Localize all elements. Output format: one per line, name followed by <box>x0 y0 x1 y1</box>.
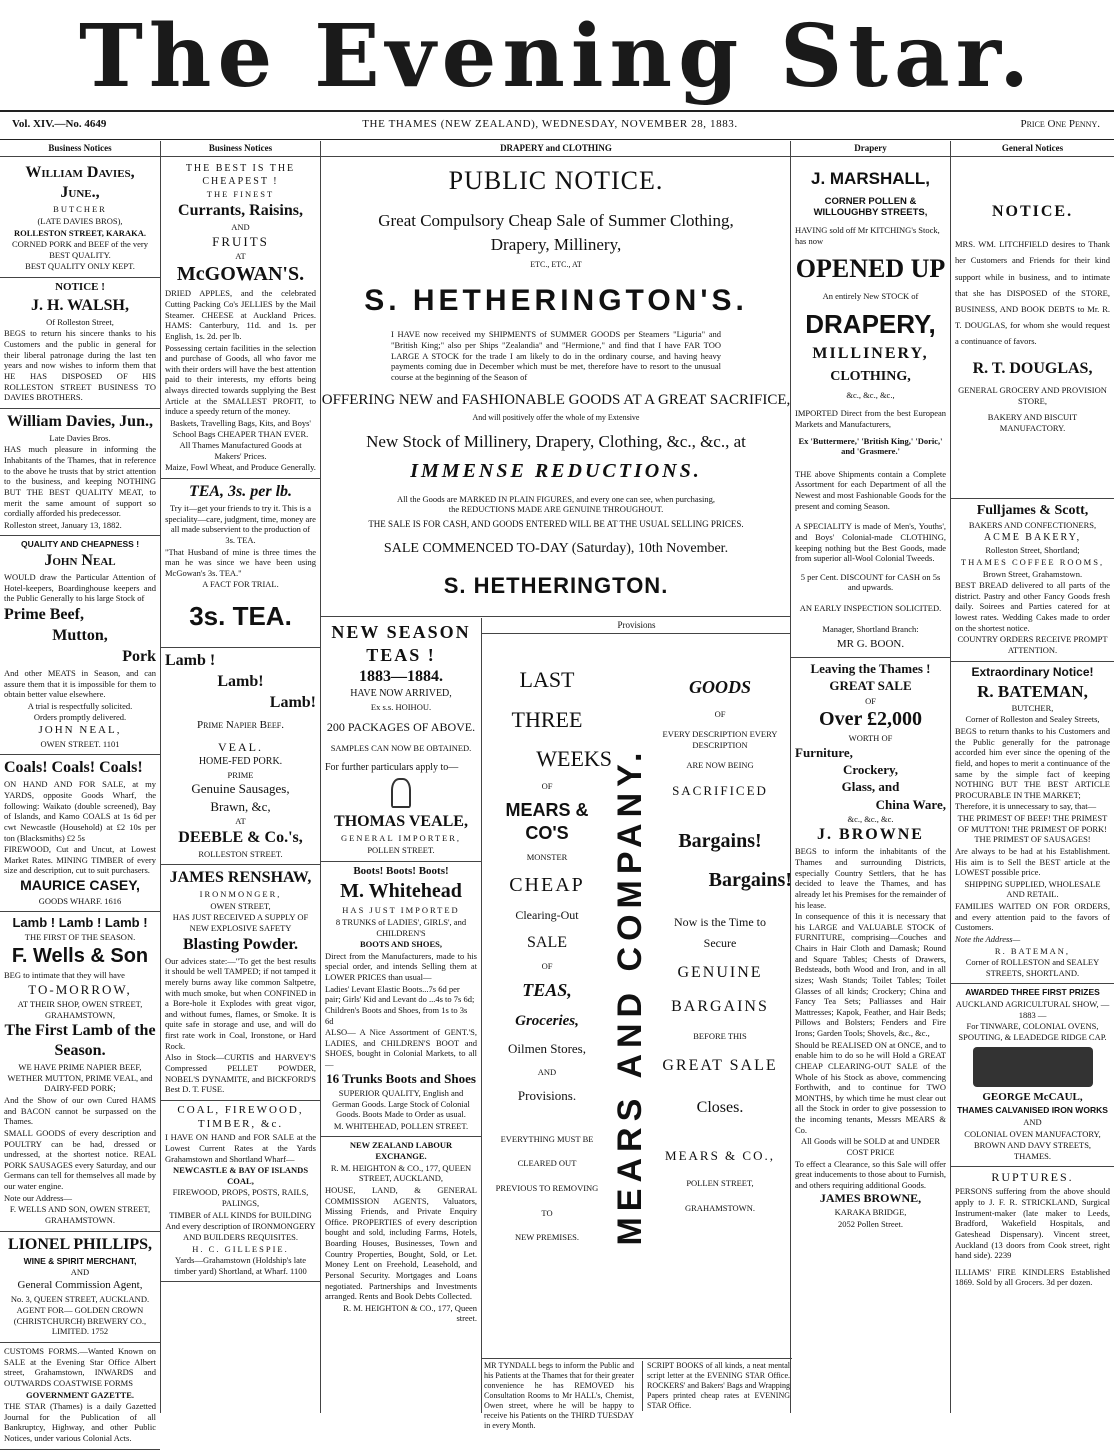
ad-title: MEARS & CO., <box>665 1147 775 1163</box>
ad-text: Rolleston Street, Shortland; <box>985 545 1080 556</box>
ad-title: S. HETHERINGTON'S. <box>364 283 748 317</box>
ad-text: Brown Street, Grahamstown. <box>982 568 1083 579</box>
ad-hetherington <box>321 141 791 617</box>
ad-text: GRAHAMSTOWN. <box>685 1202 755 1213</box>
ad-text: AND <box>231 221 250 232</box>
ad-text: And will positively offer the whole of my Extensive <box>472 413 640 423</box>
ad-title: THOMAS VEALE, <box>334 813 468 831</box>
ad-text: WE HAVE PRIME NAPIER BEEF, WETHER MUTTON, PRIME VEAL, and DAIRY-FED PORK; <box>7 1062 153 1094</box>
ad-text: PERSONS suffering from the above should apply to J. F. R. STRICKLAND, Surgical Instrument-maker (late maker to Leeds, Bradford, Wakefield Hospitals, and Gateshead Dispensary). Vincent street, Auckland (13 doors from Cook street, right hand side). 2239 <box>955 1186 1110 1261</box>
ad-text: F. WELLS AND SON, OWEN STREET, GRAHAMSTOWN. <box>9 1204 151 1225</box>
ad-mccaul <box>951 984 1114 1167</box>
ad-text: CORNED PORK and BEEF of the very BEST QUALITY. <box>12 239 148 260</box>
ad-text: Direct from the Manufacturers, made to his special order, and intends Selling them at LOWER PRICES than usual— <box>325 950 477 982</box>
ad-text: A SPECIALITY is made of Men's, Youths', and Boys' Colonial-made CLOTHING, keeping nothing but the Best Goods, made from superior all-Wool Colonial Tweeds. <box>795 521 946 564</box>
ad-text: EVERYTHING MUST BE <box>500 1133 594 1144</box>
ad-text: Drapery, Millinery, <box>490 234 622 254</box>
ad-text: OF <box>714 708 726 719</box>
ad-title: Lamb ! Lamb ! Lamb ! <box>12 915 148 931</box>
ad-text: GREAT SALE <box>829 678 912 694</box>
ad-text: Oilmen Stores, <box>508 1040 586 1056</box>
ad-labour-exchange <box>321 1137 481 1329</box>
ad-text: PREVIOUS TO REMOVING <box>495 1183 599 1193</box>
ad-text: 5 per Cent. DISCOUNT for CASH on 5s and upwards. <box>800 571 941 593</box>
column-header: General Notices <box>951 141 1114 157</box>
ad-text: HAVING sold off Mr KITCHING's Stock, has now <box>795 225 940 246</box>
ad-text: Brawn, &c, <box>210 798 271 814</box>
ad-text: Groceries, <box>515 1012 579 1029</box>
ad-gillespie <box>161 1101 320 1283</box>
ad-title: McGOWAN'S. <box>176 263 305 286</box>
ad-text: Furniture, <box>795 744 853 760</box>
column-header: Drapery <box>791 141 950 157</box>
ad-text: Now is the Time to <box>673 915 766 930</box>
ad-text: BEST QUALITY ONLY KEPT. <box>25 261 135 272</box>
ad-text: FAMILIES WAITED ON FOR ORDERS, and every attention paid to the favors of Customers. <box>955 901 1110 933</box>
ad-text: BAKERY AND BISCUIT MANUFACTORY. <box>987 412 1078 434</box>
ad-text: To effect a Clearance, so this Sale will offer great inducements to those about to Furnish, and others requiring additional Goods. <box>795 1158 946 1190</box>
ad-bateman <box>951 662 1114 985</box>
ad-text: DRIED APPLES, and the celebrated Cutting Packing Co's JELLIES by the Mail Steamer. CHEESE at Auckland Prices. HAMS: Canterbury, 11d. and 1s. per English, 1s. 2d. per lb. <box>165 288 316 341</box>
ad-ruptures <box>951 1167 1114 1293</box>
ad-text: Baskets, Travelling Bags, Kits, and Boys' School Bags CHEAPER THAN EVER. <box>170 417 311 439</box>
ad-davies-jun <box>0 409 160 537</box>
ad-title: GOVERNMENT GAZETTE. <box>25 1389 134 1400</box>
column-header: DRAPERY and CLOTHING <box>321 141 791 157</box>
ad-text: 1883—1884. <box>359 668 443 685</box>
ad-text: Our advices state:—"To get the best results it should be well TAMPED; if not tamped it merely burns away like common Saltpetre, with much smoke, but when CONFINED in a Bore-hole it Explodes with great vigor, and without fumes, flames, or Smoke. It is quite safe in storage and use, and will do first rate work in Coal, Ironstone, or Hard Rock. <box>165 955 316 1051</box>
ad-text: ACME BAKERY, <box>983 531 1082 543</box>
ad-text: R. M. HEIGHTON & CO., 177, QUEEN STREET, AUCKLAND, <box>330 1162 472 1184</box>
ad-text: Genuine Sausages, <box>191 781 290 797</box>
ad-mcgowan <box>161 160 320 479</box>
ad-text: TEAS, <box>522 980 572 1001</box>
column-business-notices-2 <box>160 141 320 1413</box>
ad-veale <box>321 618 481 862</box>
ad-text: POLLEN STREET. <box>367 844 435 855</box>
ad-text: AT <box>235 250 246 261</box>
ad-title: JAMES BROWNE, <box>819 1191 922 1206</box>
ad-mears-right <box>648 636 792 1356</box>
ad-title: NOTICE ! <box>55 281 105 293</box>
ad-text: The First Lamb of the Season. <box>4 1022 156 1060</box>
ad-marshall <box>791 160 950 658</box>
ad-text: OF <box>541 960 553 971</box>
ad-text: BAKERS AND CONFECTIONERS, <box>968 520 1097 531</box>
ad-text: An entirely New STOCK of <box>822 291 919 301</box>
ad-text: And other MEATS in Season, and can assure them that it is impossible for them to obtain better value elsewhere. <box>4 667 156 700</box>
ad-text: BEGS to return thanks to his Customers and the Public generally for the patronage accorded him ever since the opening of the field, and hopes to merit a continuance of the same by the simple fact of keeping NOTHING BUT THE BEST ARTICLE PROCURABLE IN THE MARKET; <box>955 726 1110 800</box>
ad-text: M. WHITEHEAD, POLLEN STREET. <box>333 1120 469 1131</box>
ad-title: Lamb! <box>269 693 316 711</box>
ad-text: GENUINE <box>677 964 763 982</box>
ad-text: FIREWOOD, Cut and Uncut, at Lowest Market Rates. MINING TIMBER of every size and description, cut to suit purchasers. <box>4 844 156 876</box>
ad-text: 2052 Pollen Street. <box>838 1219 903 1229</box>
ad-text: AT <box>235 815 246 826</box>
ad-title: OPENED UP <box>795 253 946 283</box>
ad-title: R. T. DOUGLAS, <box>972 360 1093 378</box>
ad-text: CUSTOMS FORMS.—Wanted Known on SALE at the Evening Star Office Albert street, Grahamstown, INWARDS and OUTWARDS COASTWISE FORMS <box>4 1346 156 1388</box>
ad-text: MONSTER <box>526 852 568 863</box>
ad-title: MAURICE CASEY, <box>20 877 140 893</box>
ad-text: WEEKS <box>536 746 612 771</box>
ad-text: POLLEN STREET, <box>686 1178 754 1189</box>
ad-browne <box>791 658 950 1235</box>
ad-litchfield <box>951 160 1114 498</box>
ad-davies-junior <box>0 160 160 278</box>
ad-john-neal <box>0 536 160 755</box>
ad-text: CLOTHING, <box>830 369 911 385</box>
ad-text: AT THEIR SHOP, OWEN STREET, GRAHAMSTOWN, <box>17 998 143 1020</box>
ad-text: MILLINERY, <box>812 345 929 363</box>
ad-title: DEEBLE & Co.'s, <box>178 828 303 846</box>
ad-text: In consequence of this it is necessary that his LARGE and VALUABLE STOCK of FURNITURE, comprising—Couches and Chairs in Hair Cloth and Damask; Round and Square Tables; Chests of Drawers, Bedsteads, both Wood and Iron, and in all sizes; Wash Stands; Toilet Tables; Toilet Glasses of all kinds; Crockery; China and Fancy Tea Sets; Palliasses and Hair Mattresses; Kapok, Feather, and Hair Beds; Pillows and Bolsters; Fenders and Fire Irons; Garden Tools; Shovels, &c., &c., <box>795 911 946 1038</box>
ad-title: William Davies, Jun., <box>7 412 153 430</box>
ad-title: Leaving the Thames ! <box>810 661 931 676</box>
ad-text: Should be REALISED ON at ONCE, and to enable him to do so he will Hold a GREAT CHEAP CLEARING-OUT SALE of the Whole of his Stock as above, commencing Forthwith, and to continue for TWO MONTHS, by which time he must clear out all the Stock in order to give possession to the incoming tenants, Messrs MEARS & Co. <box>795 1039 946 1135</box>
column-business-notices-1 <box>0 141 160 1443</box>
ad-text: BEST BREAD delivered to all parts of the district. Pastry and other Fancy Goods fresh daily. Soirees and Parties catered for at lowest rates. Wedding Cakes made to order on the shortest notice. <box>955 580 1110 633</box>
ad-text: AND <box>70 1267 90 1278</box>
ad-text: Mutton, <box>52 626 108 644</box>
ad-title: QUALITY AND CHEAPNESS ! <box>20 539 140 550</box>
ad-text: FIREWOOD, PROPS, POSTS, RAILS, PALINGS, <box>172 1187 309 1208</box>
ad-text: WORTH OF <box>848 733 893 744</box>
ad-text: GENERAL IMPORTER, <box>340 833 462 844</box>
ad-text: MRS. WM. LITCHFIELD desires to Thank her Customers and Friends for their kind support while in business, and to intimate that she has DISPOSED of the STORE, BUSINESS, AND BOOK DEBTS to Mr. R. T. DOUGLAS, for whom she would request a continuance of favors. <box>955 239 1110 347</box>
public-notice-title: PUBLIC NOTICE. <box>448 166 664 196</box>
ad-text: ALSO— A Nice Assortment of GENT.'S, LADIES, and CHILDREN'S BOOT and SHOES, bought in Colonial Markets, to all— <box>325 1027 477 1069</box>
ad-text: "That Husband of mine is three times the man he was since we have been using McGowan's 3s. TEA." <box>165 546 316 578</box>
ad-text: ROLLESTON STREET, KARAKA. <box>14 227 146 238</box>
ad-customs <box>0 1343 160 1450</box>
ad-text: THE FIRST OF THE SEASON. <box>24 932 136 943</box>
place-date: THE THAMES (NEW ZEALAND), WEDNESDAY, NOVEMBER 28, 1883. <box>362 118 738 130</box>
ad-text: I HAVE now received my SHIPMENTS of SUMMER GOODS per Steamers "Liguria" and "British King;" also per Ships "Zealandia" and "Hermione," and find that I have FAR TOO LARGE A STOCK for the trade I am likely to do in the ordinary course, and having heavy payments coming due in December which must be met, therefore have to resort to the unusual course at the beginning of the Season of <box>391 329 721 382</box>
ad-mears-vertical <box>612 636 648 1356</box>
ad-title: M. Whitehead <box>340 880 462 903</box>
ad-text: HAVE NOW ARRIVED, <box>350 688 452 699</box>
ad-text: Prime Napier Beef. <box>197 718 284 731</box>
volume-number: Vol. XIV.—No. 4649 <box>12 118 107 130</box>
ad-title: Lamb ! <box>165 651 216 669</box>
ad-text: KARAKA BRIDGE, <box>834 1207 907 1218</box>
ad-text: MR G. BOON. <box>836 638 905 651</box>
ad-text: Also in Stock—CURTIS and HARVEY'S Compressed PELLET POWDER, NOBEL'S DYNAMITE, and BICKFORD'S Best D. T. FUSE. <box>165 1052 316 1095</box>
ad-title: Extraordinary Notice! <box>971 664 1094 679</box>
ad-text: ILLIAMS' FIRE KINDLERS Established 1869. Sold by all Grocers. 3d per dozen. <box>955 1266 1110 1288</box>
ad-text: ON HAND AND FOR SALE, at my YARDS, opposite Goods Wharf, the following: Waikato (double screened), Bay of Islands, and Kamo COALS at 1s 6d per cwt Newcastle (Household) at £2 10s per ton (Blacksmiths) £2 5s <box>4 779 156 843</box>
ad-text: ETC., ETC., AT <box>530 259 582 269</box>
ad-text: And every description of IRONMONGERY AND BUILDERS REQUISITES. <box>165 1221 316 1242</box>
ad-text: FRUITS <box>212 233 269 249</box>
ad-text: SALE <box>527 933 567 951</box>
ad-walsh <box>0 278 160 409</box>
ad-text: Rolleston street, January 13, 1882. <box>4 519 122 530</box>
ad-title: NEW SEASON TEAS ! <box>331 622 471 665</box>
ad-whitehead <box>321 862 481 1138</box>
ad-wells <box>0 912 160 1231</box>
ad-text: And the Show of our own Cured HAMS and BACON cannot be surpassed on the Thames. <box>4 1095 156 1127</box>
ad-text: Manager, Shortland Branch: <box>822 623 919 634</box>
oven-illustration-icon <box>973 1047 1093 1087</box>
ad-text: EVERY DESCRIPTION EVERY DESCRIPTION <box>662 729 778 750</box>
ad-text: No. 3, QUEEN STREET, AUCKLAND. <box>10 1293 150 1304</box>
ad-text: All Goods will be SOLD at and UNDER COST PRICE <box>800 1136 941 1157</box>
ad-text: NEWCASTLE & BAY OF ISLANDS COAL, <box>172 1165 309 1186</box>
ad-title: S. HETHERINGTON. <box>443 572 669 598</box>
ad-text: Possessing certain facilities in the selection and purchase of Goods, all who favor me with their orders will have the best attention paid to their interests, my efforts being always directed towards supplying the Best Article at the SMALLEST PROFIT, to induce a speedy return of the money. <box>165 342 316 417</box>
column-header: Provisions <box>482 618 791 634</box>
ad-title: IMMENSE REDUCTIONS. <box>410 459 702 482</box>
ad-text: HAS much pleasure in informing the Inhabitants of the Thames, that in reference to the above he trusts that by strict attention to the business, and keeping NOTHING BUT THE BEST QUALITY MEAT, to merit the same amount of support so cordially afforded his predecessor. <box>4 444 156 519</box>
ad-text: &c., &c., &c., <box>846 389 895 400</box>
ad-text: 16 Trunks Boots and Shoes <box>326 1070 476 1086</box>
ad-text: IRONMONGER, <box>199 889 282 900</box>
ad-text: THAMES COFFEE ROOMS, <box>960 556 1105 567</box>
ad-renshaw <box>161 865 320 1101</box>
ad-text: AND <box>1023 1116 1042 1127</box>
ad-text: COUNTRY ORDERS RECEIVE PROMPT ATTENTION. <box>957 634 1108 655</box>
ad-text: SACRIFICED <box>672 783 768 798</box>
masthead <box>0 0 1114 112</box>
ad-text: 200 PACKAGES OF ABOVE. <box>326 720 476 735</box>
ad-text: IMPORTED Direct from the best European Markets and Manufacturers, <box>795 408 946 429</box>
ad-text: LAST <box>519 667 575 692</box>
ad-title: NOTICE. <box>991 203 1074 221</box>
ad-text: NEW PREMISES. <box>514 1232 580 1243</box>
ad-text: A trial is respectfully solicited. <box>27 700 133 711</box>
ad-title: Fulljames & Scott, <box>976 502 1089 518</box>
ad-text: OWEN STREET. 1101 <box>40 738 120 749</box>
ad-text: SALE COMMENCED TO-DAY (Saturday), 10th November. <box>383 541 729 557</box>
ad-text: OFFERING NEW and FASHIONABLE GOODS AT A GREAT SACRIFICE, <box>321 391 791 408</box>
ad-text: BEFORE THIS <box>693 1031 747 1042</box>
ad-text: Yards—Grahamstown (Holdship's late timber yard) Shortland, at Wharf. 1100 <box>174 1255 307 1276</box>
ad-text: JOHN NEAL, <box>38 724 122 736</box>
ad-title: DRAPERY, <box>805 308 936 339</box>
ad-title: COAL, FIREWOOD, TIMBER, &c. <box>177 1103 304 1130</box>
ad-text: Secure <box>703 936 737 951</box>
vertical-banner: MEARS AND COMPANY. <box>610 746 649 1246</box>
ad-text: WOULD draw the Particular Attention of Hotel-keepers, Boardinghouse keepers and the Public Generally to his large Stock of <box>4 572 156 604</box>
ad-text: Are always to be had at his Establishment. His aim is to Sell the BEST article at the LOWEST possible price. <box>955 845 1110 878</box>
ad-text: WINE & SPIRIT MERCHANT, <box>23 1255 137 1266</box>
ad-text: Pork <box>122 647 156 665</box>
ad-text: BROWN AND DAVY STREETS, THAMES. <box>973 1140 1092 1161</box>
ad-text: GOODS WHARF. 1616 <box>38 895 122 906</box>
ad-text: Provisions. <box>517 1087 577 1103</box>
issue-bar <box>0 112 1114 140</box>
ad-text: Orders promptly delivered. <box>33 712 127 723</box>
ad-text: HAS JUST IMPORTED <box>342 905 460 916</box>
column-header: Business Notices <box>0 141 160 157</box>
column-header: Business Notices <box>161 141 320 157</box>
ad-text: For further particulars apply to— <box>325 761 459 773</box>
small-notices <box>482 1358 792 1430</box>
ad-text: 8 TRUNKS of LADIES', GIRLS', and CHILDREN'S <box>335 916 467 938</box>
ad-text: BUTCHER, <box>1011 702 1054 713</box>
ad-text: For TINWARE, COLONIAL OVENS, SPOUTING, & LEADEDGE RIDGE CAP. <box>958 1021 1107 1042</box>
ad-text: Great Compulsory Cheap Sale of Summer Clothing, <box>378 210 734 230</box>
ad-text: HOME-FED PORK. <box>198 756 283 768</box>
ad-text: BUTCHER <box>53 204 107 215</box>
ad-title: NEW ZEALAND LABOUR EXCHANGE. <box>349 1140 453 1161</box>
ad-text: R. M. HEIGHTON & CO., 177, Queen street. <box>343 1302 477 1324</box>
ad-deeble <box>161 648 320 866</box>
ad-text: PRIME <box>227 769 254 780</box>
ad-text: Bargains! <box>678 830 762 853</box>
ad-text: Clearing-Out <box>515 907 579 922</box>
ad-title: 3s. TEA. <box>189 601 292 631</box>
ad-text: Ladies' Levant Elastic Boots...7s 6d per pair; Girls' Kid and Levant do ...4s to 7s 6d; Children's Boots and Shoes, from 1s to 3s 6d <box>325 983 475 1026</box>
ad-text: THAMES CALVANISED IRON WORKS <box>957 1105 1108 1116</box>
ad-title: THE BEST IS THE CHEAPEST ! <box>185 163 296 187</box>
ad-text: CHEAP <box>509 873 585 896</box>
ad-text: GENERAL GROCERY AND PROVISION STORE, <box>958 385 1107 406</box>
column-general-notices <box>950 141 1114 1413</box>
newspaper-title: The Evening Star. <box>78 6 1036 107</box>
ad-text: Late Davies Bros. <box>49 432 111 443</box>
ad-title: Lamb! <box>217 672 264 690</box>
ad-text: New Stock of Millinery, Drapery, Clothing, &c., &c., at <box>366 432 746 452</box>
ad-text: A FACT FOR TRIAL. <box>202 579 279 590</box>
ad-text: SUPERIOR QUALITY, English and German Goods. Large Stock of Colonial Goods. Boots Made to Order as usual. <box>332 1087 470 1120</box>
column-drapery <box>790 141 950 1413</box>
ad-text: General Commission Agent, <box>17 1278 143 1291</box>
ad-phillips <box>0 1232 160 1344</box>
ad-title: LIONEL PHILLIPS, <box>7 1235 153 1253</box>
ad-text: ARE NOW BEING <box>686 760 754 771</box>
ad-text: Maize, Fowl Wheat, and Produce Generally. <box>165 462 316 473</box>
ad-title: William Davies, June., <box>25 164 135 202</box>
ad-text: TO-MORROW, <box>28 981 132 997</box>
ad-text: Glass, and <box>841 779 900 795</box>
ad-text: SHIPPING SUPPLIED, WHOLESALE AND RETAIL. <box>964 878 1101 900</box>
ad-text: ROLLESTON STREET. <box>198 848 283 859</box>
ad-text: CORNER POLLEN & WILLOUGHBY STREETS, <box>813 195 928 219</box>
ad-text: Corner of ROLLESTON and SEALEY STREETS, SHORTLAND. <box>965 957 1100 978</box>
ad-text: OWEN STREET, <box>210 900 271 911</box>
ad-text: HAS JUST RECEIVED A SUPPLY OF NEW EXPLOSIVE SAFETY <box>172 912 309 933</box>
ad-text: TIMBER of ALL KINDS for BUILDING <box>169 1209 312 1220</box>
ad-text: GREAT SALE <box>662 1056 778 1074</box>
ad-title: J. H. WALSH, <box>31 296 129 314</box>
ad-text: BARGAINS <box>671 998 769 1016</box>
ad-coals <box>0 755 160 912</box>
pointing-hand-icon <box>391 778 411 808</box>
ad-text: Note our Address— <box>4 1192 72 1203</box>
ad-text: All the Goods are MARKED IN PLAIN FIGURES, and every one can see, when purchasing, the REDUCTIONS MADE ARE GENUINE THROUGHOUT. <box>397 493 715 515</box>
ad-text: (LATE DAVIES BROS), <box>37 215 123 226</box>
ad-text: THE PRIMEST OF BEEF! THE PRIMEST OF MUTTON! THE PRIMEST OF PORK! THE PRIMEST OF SAUSAGES! <box>957 813 1108 845</box>
ad-title: Boots! Boots! Boots! <box>353 864 449 877</box>
ad-text: MR TYNDALL begs to inform the Public and his Patients at the Thames that for their greater convenience he has REMOVED his Consultation Rooms to Mr HALL's, Chemist, Owen street, where he will be happy to receive his Patients on the THIRD TUESDAY in every Month. <box>484 1361 634 1430</box>
ad-text: SAMPLES CAN NOW BE OBTAINED. <box>330 743 472 754</box>
ad-text: Corner of Rolleston and Sealey Streets, <box>965 714 1100 725</box>
ad-text: THREE <box>511 706 583 732</box>
ad-text: COLONIAL OVEN MANUFACTORY, <box>964 1128 1101 1139</box>
ad-text: HOUSE, LAND, & GENERAL COMMISSION AGENTS, Valuators, Missing Friends, and Private Enquiry Office. PROPERTIES of every description bought and sold, including Farms, Hotels, Boarding Houses, Businesses, Town and Country Properties, Bought, Sold, or Let. Money Lent on Freehold, Leasehold, and Personal Security. Mortgages and Loans negotiated. Partnerships and Investments arranged. Rents and Book Debts Collected. <box>325 1184 477 1302</box>
ad-tea <box>161 479 320 648</box>
subcolumn-provisions <box>481 618 792 1430</box>
ad-title: TEA, 3s. per lb. <box>188 483 293 500</box>
ad-text: Try it—get your friends to try it. This is a speciality—care, judgment, time, money are all made subservient to the production of 3s. TEA. <box>165 503 316 545</box>
ad-title: GEORGE McCAUL, <box>982 1090 1083 1103</box>
ad-text: THE STAR (Thames) is a daily Gazetted Journal for the Publication of all Bankruptcy, Highway, and other Public Notices, under various Colonial Acts. <box>4 1401 156 1443</box>
ad-text: AN EARLY INSPECTION SOLICITED. <box>799 603 942 613</box>
ad-title: Blasting Powder. <box>183 935 298 953</box>
ad-text: THE SALE IS FOR CASH, AND GOODS ENTERED WILL BE AT THE USUAL SELLING PRICES. <box>368 518 744 529</box>
ad-title: John Neal <box>44 552 116 569</box>
ad-text: I HAVE ON HAND and FOR SALE at the Lowest Current Rates at the Yards Grahamstown and Shortland Wharf— <box>165 1132 316 1164</box>
ad-text: Crockery, <box>843 762 898 777</box>
ad-text: BEGS to inform the inhabitants of the Thames and surrounding Districts, especially Country Settlers, that he has decided to leave the Thames, and has already let his Premises for the remainder of his lease. <box>795 846 946 910</box>
ad-text: All Thames Manufactured Goods at Makers' Prices. <box>179 440 302 461</box>
ad-title: Coals! Coals! Coals! <box>4 759 143 777</box>
ad-title: RUPTURES. <box>991 1170 1074 1185</box>
ad-title: J. MARSHALL, <box>811 169 930 189</box>
ad-text: Note the Address— <box>955 933 1021 944</box>
ad-text: Of Rolleston Street, <box>46 316 114 327</box>
ad-title: JAMES RENSHAW, <box>169 869 312 887</box>
ad-title: J. BROWNE <box>817 826 924 844</box>
ad-text: &c., &c., &c. <box>847 813 894 824</box>
ad-mears-left <box>482 636 612 1356</box>
subcolumn-left <box>321 618 481 1413</box>
column-drapery-clothing <box>320 141 792 1430</box>
ad-text: OF <box>865 695 876 706</box>
ad-text: VEAL. <box>218 740 263 755</box>
ad-text: Prime Beef, <box>4 605 84 623</box>
ad-title: MEARS & CO'S <box>505 800 589 843</box>
ad-text: BEGS to return his sincere thanks to his Customers and the public in general for their liberal patronage during the last ten years and now wishes to inform them that HE HAS DISPOSED OF HIS ROLLESTON STREET BUSINESS TO DAVIES BROTHERS. <box>4 328 156 403</box>
ad-text: Ex 'Buttermere,' 'British King,' 'Doric,' and 'Grasmere.' <box>798 435 943 457</box>
ad-text: SMALL GOODS of every description and POULTRY can be had, dressed or undressed, at the shortest notice. REAL PORK SAUSAGES every Saturday, and our Germans can tell for themselves all made by our water engine. <box>4 1127 156 1191</box>
ad-text: TO <box>541 1207 553 1218</box>
ad-text: Therefore, it is unnecessary to say, that— <box>955 801 1097 812</box>
ad-text: R. BATEMAN, <box>994 945 1071 956</box>
ad-text: AND <box>537 1066 557 1077</box>
ad-text: BEG to intimate that they will have <box>4 970 125 980</box>
ad-text: THE above Shipments contain a Complete Assortment for each Department of all the Newest and most Fashionable Goods for the present and coming Season. <box>795 468 946 511</box>
ad-title: GOODS <box>688 677 751 697</box>
ad-text: Bargains! <box>708 869 792 892</box>
ad-text: BOOTS AND SHOES, <box>360 939 442 950</box>
ad-text: Ex s.s. HOIHOU. <box>370 701 432 712</box>
ad-text: CLEARED OUT <box>517 1158 577 1169</box>
ad-fulljames <box>951 499 1114 662</box>
ad-text: SCRIPT BOOKS of all kinds, a neat mental script letter at the EVENING STAR Office. ROCKERS' and Bakers' Bags and Wrapping Papers printed cheap rates at EVENING STAR Office. <box>642 1361 790 1411</box>
ad-text: AGENT FOR— GOLDEN CROWN (CHRISTCHURCH) BREWERY CO., LIMITED. 1752 <box>13 1305 147 1337</box>
ad-text: OF <box>541 780 553 791</box>
ad-title: F. Wells & Son <box>11 945 149 967</box>
ad-text: China Ware, <box>875 796 946 812</box>
ad-title: Over £2,000 <box>819 708 922 731</box>
ad-text: Closes. <box>696 1098 744 1116</box>
ad-text: THE FINEST <box>206 189 275 200</box>
ad-title: Currants, Raisins, <box>178 201 303 219</box>
price: Price One Penny. <box>1020 118 1100 130</box>
ad-text: H. C. GILLESPIE. <box>192 1243 289 1254</box>
ad-title: AWARDED THREE FIRST PRIZES <box>965 987 1100 998</box>
ad-text: AUCKLAND AGRICULTURAL SHOW, — 1883 — <box>955 999 1110 1020</box>
ad-title: R. BATEMAN, <box>977 681 1088 701</box>
